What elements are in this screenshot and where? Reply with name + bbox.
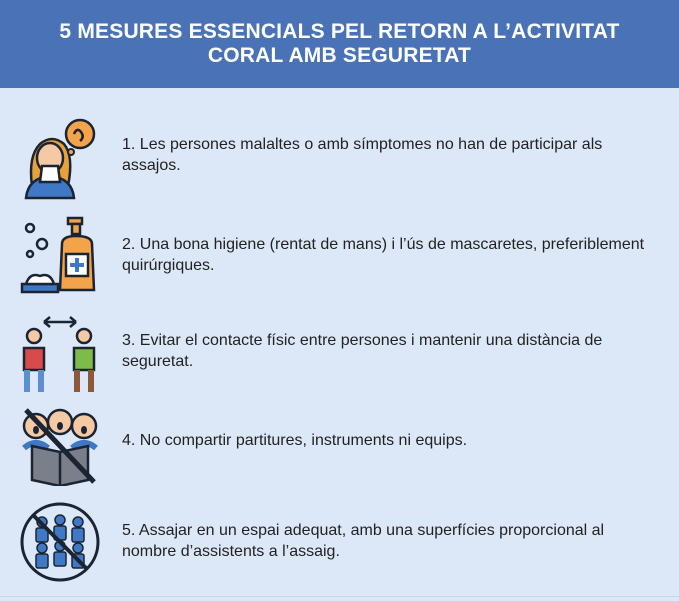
measure-text-1: 1. Les persones malaltes o amb símptomes no han de participar als assajos.: [122, 136, 603, 174]
measure-text-5: 5. Assajar en un espai adequat, amb una superfícies proporcional al nombre d’assistents a l’assaig.: [122, 522, 605, 560]
title-line-2: CORAL AMB SEGURETAT: [207, 44, 472, 67]
measure-item-5: [0, 500, 679, 590]
no-crowd-icon: [18, 500, 102, 584]
measure-item-1: [0, 110, 679, 200]
header-banner: [0, 0, 679, 88]
sick-person-icon: [18, 116, 102, 200]
social-distance-icon: [18, 314, 102, 398]
bottom-divider: [0, 596, 679, 597]
title-line-1: 5 MESURES ESSENCIALS PEL RETORN A L’ACTIVITAT: [59, 20, 620, 43]
no-sharing-sheet-music-icon: [18, 402, 102, 486]
measure-text-3: 3. Evitar el contacte físic entre persones i mantenir una distància de seguretat.: [122, 332, 603, 370]
measure-text-2: 2. Una bona higiene (rentat de mans) i l’ús de mascaretes, preferiblement quirúrgiques.: [122, 236, 645, 274]
measure-item-3: [0, 310, 679, 400]
measure-item-2: [0, 210, 679, 300]
hand-soap-icon: [18, 214, 102, 298]
measure-item-4: [0, 400, 679, 490]
measure-text-4: 4. No compartir partitures, instruments ni equips.: [122, 432, 468, 449]
page-title: [40, 20, 640, 68]
